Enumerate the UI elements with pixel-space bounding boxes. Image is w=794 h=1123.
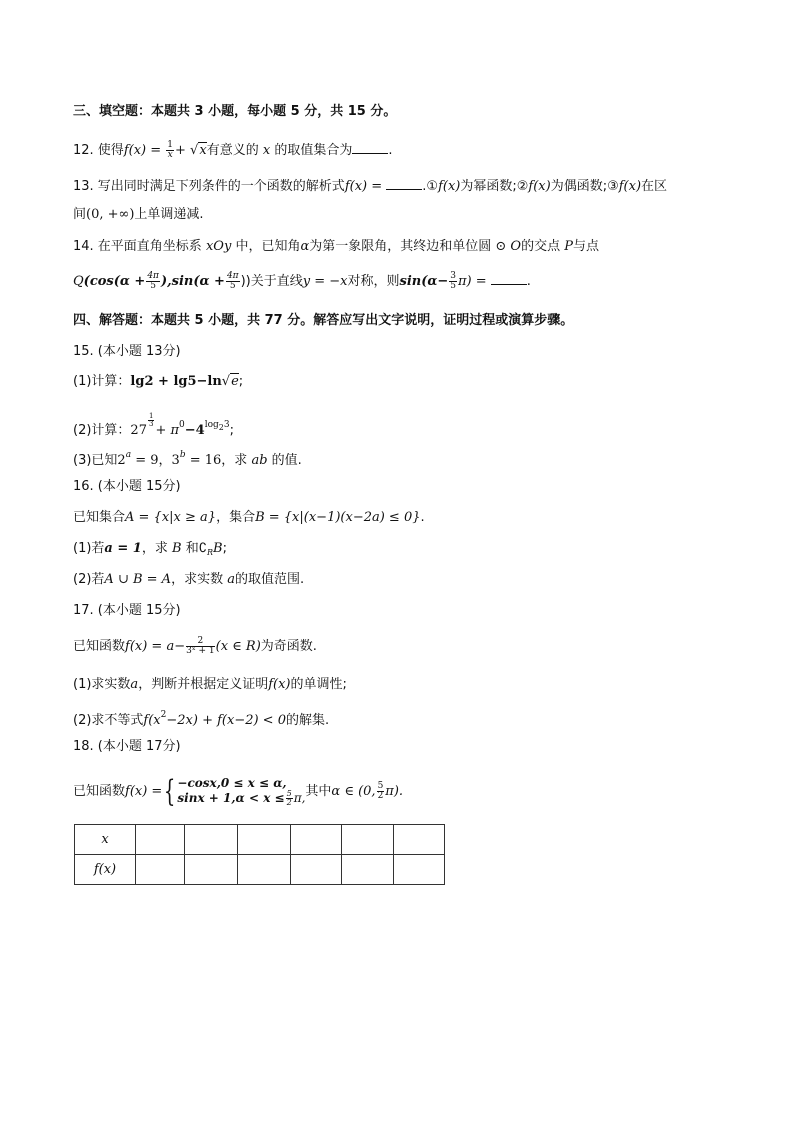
q16-p2-t: ，求实数 bbox=[171, 572, 224, 587]
q13-line2-a: 间 bbox=[73, 207, 87, 222]
q13-line2-b: 上单调递减. bbox=[134, 207, 204, 222]
q13-f3: f(x) bbox=[618, 179, 642, 194]
q16-set-b: B = {x|(x−1)(x−2a) ≤ 0} bbox=[255, 510, 421, 525]
q15-part1 bbox=[73, 373, 243, 391]
q17-p1-t: ，判断并根据定义证明 bbox=[138, 677, 269, 692]
q16-p2-lead: (2)若 bbox=[73, 572, 105, 587]
q15-p1-lead: (1)计算： bbox=[73, 374, 131, 389]
q16-l1-end: . bbox=[420, 510, 425, 525]
q13-answer-blank[interactable] bbox=[386, 177, 422, 190]
q15-p2-log: log23 bbox=[204, 420, 230, 432]
q16-p1-complement: ∁ bbox=[198, 541, 207, 556]
q15-p2-exp: $\frac{1}{3}$ bbox=[148, 412, 154, 428]
q14-t4: 与点 bbox=[572, 239, 599, 254]
q17-p2-end: 的解集. bbox=[285, 713, 330, 728]
q18-frac: $\frac{5}{2}$ bbox=[377, 781, 384, 801]
q15-p3-b-exp: b bbox=[179, 450, 186, 460]
table-cell[interactable] bbox=[185, 855, 238, 885]
q17-p2-square: 2 bbox=[160, 710, 167, 720]
q17-l1-end: 为奇函数. bbox=[260, 639, 317, 654]
q16-p1-b2: B bbox=[213, 541, 223, 556]
q16-set-a: A = {x|x ≥ a} bbox=[125, 510, 217, 525]
q13-f2: f(x) bbox=[528, 179, 551, 194]
q18-brace: { bbox=[164, 773, 176, 809]
q16-p1-t: ，求 bbox=[141, 541, 168, 556]
row-header-fx: f(x) bbox=[75, 855, 136, 885]
q14-text-c: ))关于直线 bbox=[240, 274, 303, 289]
q16-p1-and: 和 bbox=[185, 541, 199, 556]
q16-p1-end: ; bbox=[222, 541, 227, 556]
q15-part3 bbox=[73, 446, 302, 470]
q14-text-f: π) = bbox=[458, 274, 487, 289]
q16-l1-b: ，集合 bbox=[216, 510, 256, 525]
q14-answer-blank[interactable] bbox=[491, 272, 527, 285]
q15-title: 15. (本小题 13分) bbox=[73, 344, 181, 359]
q14-lead: 14. 在平面直角坐标系 bbox=[73, 239, 202, 254]
q16-p2-cond: A ∪ B = A bbox=[104, 572, 172, 587]
q15-p2-minus: −4 bbox=[184, 423, 205, 438]
q14-point-q: Q bbox=[73, 274, 84, 289]
q14-point-p: P bbox=[564, 239, 573, 254]
q12-text: 有意义的 bbox=[206, 143, 259, 158]
section-3-heading: 三、填空题：本题共 3 小题，每小题 5 分，共 15 分。 bbox=[73, 104, 397, 119]
q12-fraction bbox=[166, 141, 174, 160]
q15-part2 bbox=[73, 413, 234, 440]
q14-circle: ⊙ O bbox=[495, 239, 522, 254]
q13-interval: (0, +∞) bbox=[86, 207, 135, 222]
q15-p3-lead: (3)已知 bbox=[73, 453, 118, 468]
q15-p3-a-val: = 9 bbox=[135, 453, 159, 468]
q17-p1-end: 的单调性; bbox=[290, 677, 347, 692]
q15-p2-end: ; bbox=[229, 423, 234, 438]
q18-title: 18. (本小题 17分) bbox=[73, 739, 181, 754]
q18-value-table bbox=[74, 824, 445, 885]
q13-t2: 为偶函数;③ bbox=[550, 179, 619, 194]
row-header-x: x bbox=[75, 825, 136, 855]
table-cell[interactable] bbox=[394, 825, 445, 855]
q12-frac-den: x bbox=[167, 150, 173, 160]
q12-frac-num: 1 bbox=[167, 140, 173, 150]
q13-t1: 为幂函数;② bbox=[460, 179, 529, 194]
q14-frac3: $\frac{3}{5}$ bbox=[450, 271, 456, 291]
table-cell[interactable] bbox=[394, 855, 445, 885]
q17-p1-f: f(x) bbox=[268, 677, 291, 692]
q16-p1-r: R bbox=[207, 548, 214, 557]
q14-xoy: xOy bbox=[205, 239, 232, 254]
table-cell[interactable] bbox=[238, 825, 291, 855]
question-12 bbox=[73, 141, 392, 160]
q15-p3-end: 的值. bbox=[271, 453, 302, 468]
q14-cos-part: (cos(α + bbox=[83, 274, 146, 289]
q17-p2-expr-a: f(x bbox=[143, 713, 161, 728]
q15-p2-base: 27 bbox=[130, 423, 147, 438]
q16-p2-end: 的取值范围. bbox=[235, 572, 305, 587]
q12-lead: 12. 使得 bbox=[73, 143, 124, 158]
q14-frac2: $\frac{4\pi}{5}$ bbox=[226, 271, 239, 291]
q14-t1: 中，已知角 bbox=[235, 239, 301, 254]
q15-p3-t: ，求 bbox=[221, 453, 248, 468]
table-row-fx bbox=[75, 855, 445, 885]
q14-t2: 为第一象限角，其终边和单位圆 bbox=[309, 239, 492, 254]
q16-part1 bbox=[73, 540, 227, 562]
q15-p3-ab: ab bbox=[251, 453, 268, 468]
q15-p3-b-val: = 16 bbox=[189, 453, 222, 468]
table-cell[interactable] bbox=[291, 855, 342, 885]
q13-func: f(x) = bbox=[344, 179, 383, 194]
q17-part1 bbox=[73, 676, 347, 694]
q17-fraction: $\frac{2}{\text{3ˣ + 1}}$ bbox=[186, 636, 215, 656]
q16-part2 bbox=[73, 571, 304, 589]
section-4-heading: 四、解答题：本题共 5 小题，共 77 分。解答应写出文字说明，证明过程或演算步骤。 bbox=[73, 313, 574, 328]
q17-l1-a: 已知函数 bbox=[73, 639, 126, 654]
q14-text-d: 对称，则 bbox=[347, 274, 400, 289]
q16-p1-lead: (1)若 bbox=[73, 541, 105, 556]
table-cell[interactable] bbox=[342, 825, 394, 855]
q18-case1: −cosx,0 ≤ x ≤ α, bbox=[177, 776, 287, 790]
table-row-x bbox=[75, 825, 445, 855]
q14-end: . bbox=[526, 274, 531, 289]
q12-plus: + bbox=[175, 143, 186, 158]
q17-l1-f: f(x) = a− bbox=[125, 639, 186, 654]
q13-c1: .① bbox=[422, 179, 439, 194]
q15-p2-lead: (2)计算： bbox=[73, 423, 131, 438]
q15-p3-a-exp: a bbox=[125, 450, 132, 460]
q17-title: 17. (本小题 15分) bbox=[73, 603, 181, 618]
q16-p2-a: a bbox=[227, 572, 235, 587]
q18-piecewise bbox=[177, 776, 305, 807]
q18-line1 bbox=[73, 774, 403, 810]
q13-lead: 13. 写出同时满足下列条件的一个函数的解析式 bbox=[73, 179, 345, 194]
q18-case2: sinx + 1,α < x ≤ $\frac{5}{2}$ π, bbox=[177, 789, 306, 807]
q12-sqrt: √x bbox=[190, 143, 207, 158]
q17-line1 bbox=[73, 637, 317, 656]
q12-func: f(x) = bbox=[123, 143, 162, 158]
q15-p1-end: ; bbox=[238, 374, 244, 389]
q16-p1-b: B bbox=[172, 541, 182, 556]
q15-p3-comma: ， bbox=[158, 453, 172, 468]
q17-domain: (x ∈ R) bbox=[215, 639, 261, 654]
q14-frac1: $\frac{4\pi}{5}$ bbox=[147, 271, 159, 291]
q16-p1-cond: a = 1 bbox=[104, 541, 142, 556]
question-13-line2 bbox=[73, 206, 204, 224]
table-cell[interactable] bbox=[342, 855, 394, 885]
q15-p1-expr: lg2 + lg5−ln bbox=[130, 374, 222, 389]
q13-t3: 在区 bbox=[641, 179, 668, 194]
q14-sin-target: sin(α− bbox=[399, 274, 449, 289]
table-cell[interactable] bbox=[136, 855, 185, 885]
q17-p1-a: a bbox=[130, 677, 139, 692]
q12-var: x bbox=[262, 143, 271, 158]
q17-p1-lead: (1)求实数 bbox=[73, 677, 131, 692]
q17-p2-lead: (2)求不等式 bbox=[73, 713, 144, 728]
q16-l1-a: 已知集合 bbox=[73, 510, 126, 525]
question-14-line2 bbox=[73, 272, 531, 291]
table-cell[interactable] bbox=[136, 825, 185, 855]
q15-p2-zero: 0 bbox=[179, 420, 185, 430]
q18-l1-c: α ∈ (0, bbox=[331, 784, 376, 799]
q14-alpha: α bbox=[300, 239, 310, 254]
q18-l1-b: 其中 bbox=[305, 784, 332, 799]
question-13-line1 bbox=[73, 177, 667, 196]
q17-part2 bbox=[73, 706, 329, 730]
q18-l1-d: π). bbox=[385, 784, 404, 799]
table-cell[interactable] bbox=[291, 825, 342, 855]
question-14-line1 bbox=[73, 238, 599, 256]
q12-text2: 的取值集合为 bbox=[274, 143, 353, 158]
q12-end: . bbox=[388, 143, 393, 158]
q15-p1-sqrt: √e bbox=[221, 374, 239, 389]
q15-p2-mid: + π bbox=[155, 423, 180, 438]
q17-p2-expr-b: −2x) + f(x−2) < 0 bbox=[166, 713, 286, 728]
q14-line-eq: y = −x bbox=[302, 274, 348, 289]
q13-f1: f(x) bbox=[438, 179, 461, 194]
q18-l1-f: f(x) = bbox=[125, 784, 163, 799]
q15-p3-a: 2 bbox=[117, 453, 126, 468]
table-cell[interactable] bbox=[238, 855, 291, 885]
q12-answer-blank[interactable] bbox=[352, 141, 388, 154]
q15-p3-b: 3 bbox=[171, 453, 180, 468]
q18-l1-a: 已知函数 bbox=[73, 784, 126, 799]
q14-sin-part: ),sin(α + bbox=[160, 274, 225, 289]
q16-line1 bbox=[73, 509, 425, 527]
table-cell[interactable] bbox=[185, 825, 238, 855]
q16-title: 16. (本小题 15分) bbox=[73, 479, 181, 494]
q14-t3: 的交点 bbox=[521, 239, 561, 254]
